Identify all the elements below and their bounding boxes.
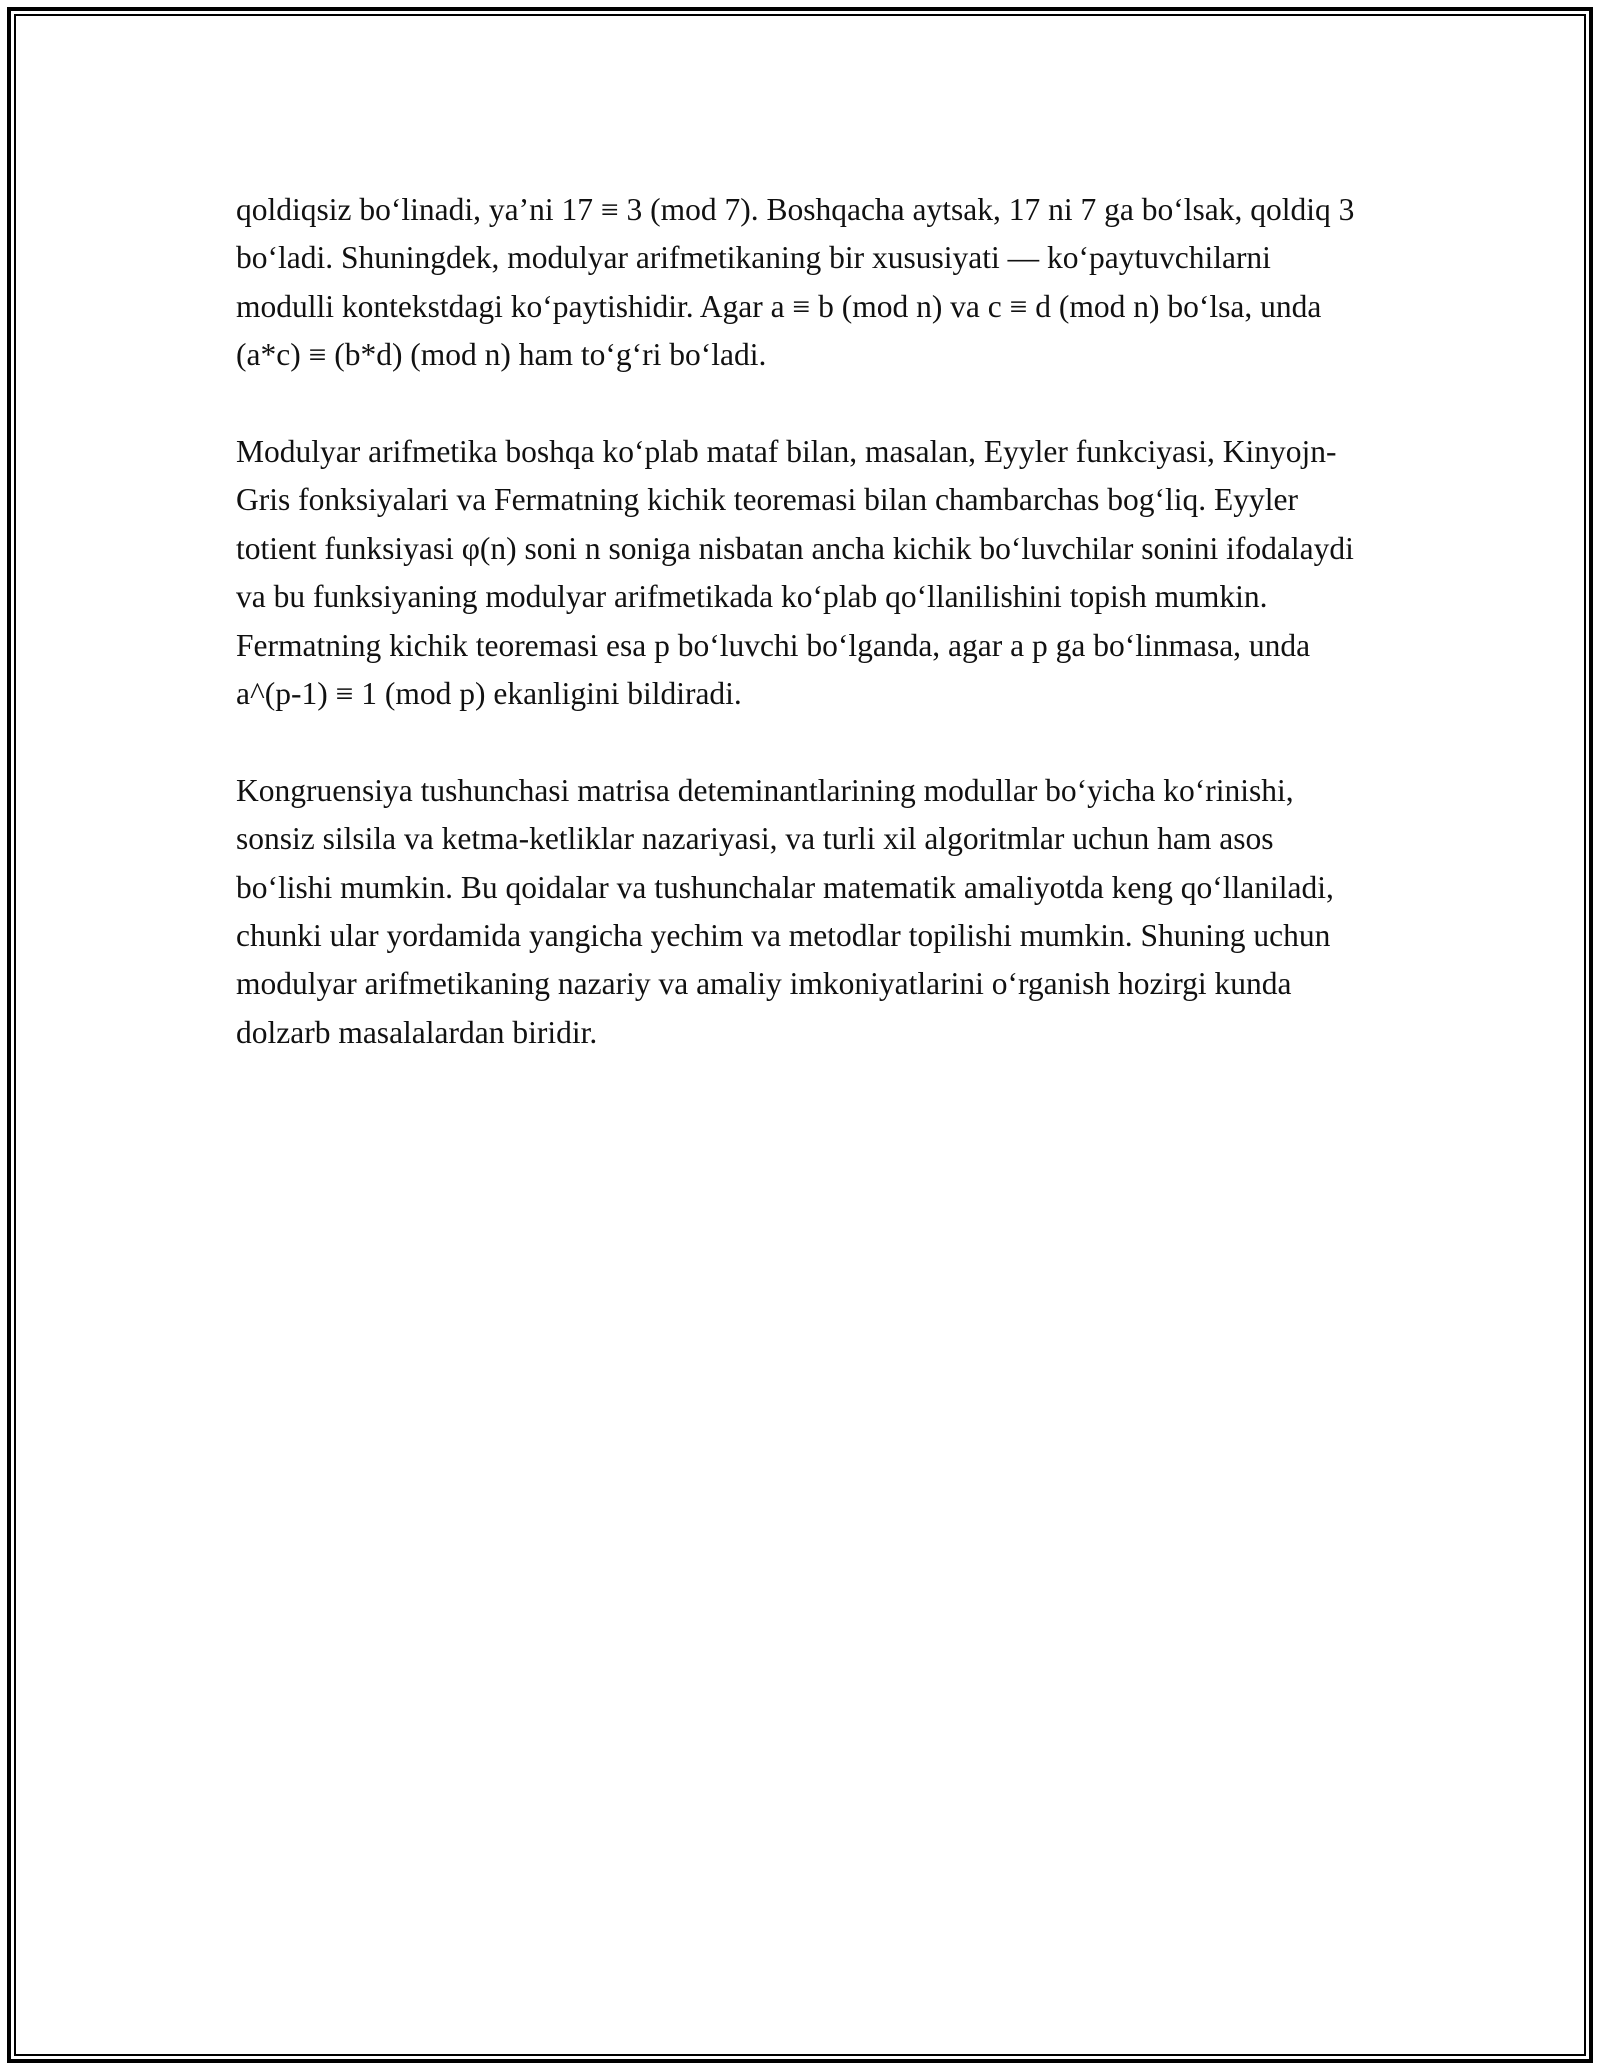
page-content — [236, 186, 1366, 1106]
paragraph-modular-congruence: qoldiqsiz bo‘linadi, ya’ni 17 ≡ 3 (mod 7). Boshqacha aytsak, 17 ni 7 ga bo‘lsak, qoldiq 3 bo‘ladi. Shuningdek, modulyar arifmetikaning bir xususiyati — ko‘paytuvchilarni modulli kontekstdagi ko‘paytishidir. Agar a ≡ b (mod n) va c ≡ d (mod n) bo‘lsa, unda (a*c) ≡ (b*d) (mod n) ham to‘g‘ri bo‘ladi. — [236, 192, 1355, 373]
paragraph-congruence-applications: Kongruensiya tushunchasi matrisa deteminantlarining modullar bo‘yicha ko‘rinishi, sonsiz silsila va ketma-ketliklar nazariyasi, va turli xil algoritmlar uchun ham asos bo‘lishi mumkin. Bu qoidalar va tushunchalar matematik amaliyotda keng qo‘llaniladi, chunki ular yordamida yangicha yechim va metodlar topilishi mumkin. Shuning uchun modulyar arifmetikaning nazariy va amaliy imkoniyatlarini o‘rganish hozirgi kunda dolzarb masalalardan biridir. — [236, 772, 1334, 1050]
paragraph-euler-fermat: Modulyar arifmetika boshqa ko‘plab mataf bilan, masalan, Eyyler funkciyasi, Kinyojn-Gris fonksiyalari va Fermatning kichik teoremasi bilan chambarchas bog‘liq. Eyyler totient funksiyasi φ(n) soni n soniga nisbatan ancha kichik bo‘luvchilar sonini ifodalaydi va bu funksiyaning modulyar arifmetikada ko‘plab qo‘llanilishini topish mumkin. Fermatning kichik teoremasi esa p bo‘luvchi bo‘lganda, agar a p ga bo‘linmasa, unda a^(p-1) ≡ 1 (mod p) ekanligini bildiradi. — [236, 434, 1354, 712]
